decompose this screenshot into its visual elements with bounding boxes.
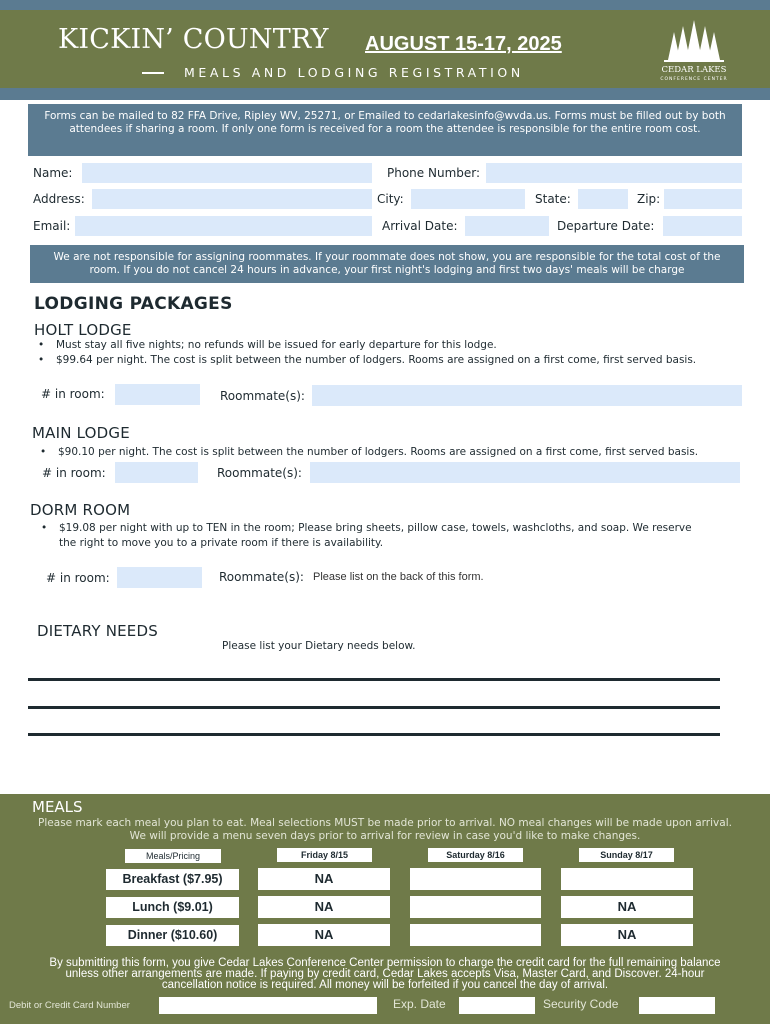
holt-bullet-price: • $99.64 per night. The cost is split between the number of lodgers. Rooms are assigned on a first come, first served basis.: [56, 354, 696, 366]
meal-cell-breakfast-saturday[interactable]: [410, 868, 541, 890]
dorm-in-room-label: # in room:: [46, 571, 110, 585]
security-code-label: Security Code: [543, 997, 619, 1011]
holt-bullet-stay: • Must stay all five nights; no refunds will be issued for early departure for this lodge.: [56, 339, 497, 351]
holt-roommates-field[interactable]: [312, 385, 742, 406]
meal-cell-lunch-saturday[interactable]: [410, 896, 541, 918]
exp-date-label: Exp. Date: [393, 997, 446, 1011]
dorm-bullet-price-line1: • $19.08 per night with up to TEN in the room; Please bring sheets, pillow case, towels, washcloths, and soap. We reserve: [59, 522, 692, 534]
meals-heading: MEALS: [32, 798, 83, 816]
name-label: Name:: [33, 166, 73, 180]
main-in-room-label: # in room:: [42, 466, 106, 480]
meal-cell-dinner-friday[interactable]: NA: [258, 924, 390, 946]
consent-line-1: By submitting this form, you give Cedar Lakes Conference Center permission to charge the credit card for the full remaining balance: [49, 957, 721, 969]
logo-tagline: CONFERENCE CENTER: [660, 77, 728, 82]
dietary-line-2[interactable]: [28, 706, 720, 709]
zip-label: Zip:: [637, 192, 661, 206]
state-label: State:: [535, 192, 571, 206]
city-field[interactable]: [411, 189, 525, 209]
dorm-in-room-field[interactable]: [117, 567, 202, 588]
security-code-field[interactable]: [639, 997, 715, 1014]
day-header-saturday: Saturday 8/16: [428, 848, 523, 862]
arrival-date-field[interactable]: [465, 216, 549, 236]
card-number-field[interactable]: [159, 997, 377, 1014]
dorm-room-heading: DORM ROOM: [30, 501, 131, 519]
main-lodge-heading: MAIN LODGE: [32, 424, 130, 442]
consent-line-3: cancellation notice is required. All money will be forfeited if you cancel the day of arrival.: [161, 979, 609, 991]
dorm-bullet-price-line2: the right to move you to a private room if there is availability.: [59, 537, 384, 549]
address-label: Address:: [33, 192, 85, 206]
holt-roommates-label: Roommate(s):: [220, 389, 305, 403]
main-roommates-label: Roommate(s):: [217, 466, 302, 480]
header-bottom-bar: [0, 88, 770, 100]
dietary-needs-heading: DIETARY NEEDS: [37, 622, 158, 640]
form-subtitle: MEALS AND LODGING REGISTRATION: [184, 65, 524, 80]
main-bullet-price: • $90.10 per night. The cost is split between the number of lodgers. Rooms are assigned on a first come, first served basis.: [58, 446, 698, 458]
departure-date-field[interactable]: [663, 216, 742, 236]
main-in-room-field[interactable]: [115, 462, 198, 483]
name-field[interactable]: [82, 163, 372, 183]
dorm-roommates-label: Roommate(s):: [219, 570, 304, 584]
logo-wordmark: CEDAR LAKES: [661, 65, 727, 75]
meal-label-dinner: Dinner ($10.60): [106, 925, 239, 946]
holt-in-room-label: # in room:: [41, 387, 105, 401]
dietary-instruction: Please list your Dietary needs below.: [222, 640, 416, 652]
phone-field[interactable]: [486, 163, 742, 183]
meal-cell-dinner-sunday[interactable]: NA: [561, 924, 693, 946]
meal-label-lunch: Lunch ($9.01): [106, 897, 239, 918]
meal-label-breakfast: Breakfast ($7.95): [106, 869, 239, 890]
payment-consent-text: [0, 958, 770, 991]
meal-cell-lunch-friday[interactable]: NA: [258, 896, 390, 918]
subtitle-dash: [142, 72, 164, 74]
holt-in-room-field[interactable]: [115, 384, 200, 405]
meal-cell-breakfast-sunday[interactable]: [561, 868, 693, 890]
email-field[interactable]: [75, 216, 372, 236]
address-field[interactable]: [92, 189, 372, 209]
email-label: Email:: [33, 219, 71, 233]
departure-date-label: Departure Date:: [557, 219, 655, 233]
day-header-sunday: Sunday 8/17: [579, 848, 674, 862]
meals-note-line1: Please mark each meal you plan to eat. Meal selections MUST be made prior to arrival. NO meal changes will be made upon arrival.: [38, 817, 732, 829]
state-field[interactable]: [578, 189, 628, 209]
dorm-roommates-note: Please list on the back of this form.: [313, 571, 484, 583]
arrival-date-label: Arrival Date:: [382, 219, 458, 233]
meal-cell-breakfast-friday[interactable]: NA: [258, 868, 390, 890]
meal-cell-lunch-sunday[interactable]: NA: [561, 896, 693, 918]
meals-pricing-tag: Meals/Pricing: [125, 849, 221, 863]
main-roommates-field[interactable]: [310, 462, 740, 483]
exp-date-field[interactable]: [459, 997, 535, 1014]
dietary-line-3[interactable]: [28, 733, 720, 736]
lodging-heading: LODGING PACKAGES: [34, 294, 233, 314]
event-title: KICKIN’ COUNTRY: [58, 24, 329, 55]
card-number-label: Debit or Credit Card Number: [9, 1000, 130, 1011]
meal-cell-dinner-saturday[interactable]: [410, 924, 541, 946]
holt-lodge-heading: HOLT LODGE: [34, 321, 132, 339]
submission-notice: Forms can be mailed to 82 FFA Drive, Ripley WV, 25271, or Emailed to cedarlakesinfo@wvda.us. Forms must be filled out by both attendees if sharing a room. If only one form is received for a room the attendee is responsible for the entire room cost.: [28, 104, 742, 156]
header-top-bar: [0, 0, 770, 10]
dietary-line-1[interactable]: [28, 678, 720, 681]
phone-label: Phone Number:: [387, 166, 481, 180]
meals-note-line2: We will provide a menu seven days prior to arrival for review in case you'd like to make changes.: [129, 830, 641, 842]
zip-field[interactable]: [664, 189, 742, 209]
day-header-friday: Friday 8/15: [277, 848, 372, 862]
event-dates: AUGUST 15-17, 2025: [365, 33, 562, 55]
city-label: City:: [377, 192, 404, 206]
roommate-policy-notice: We are not responsible for assigning roommates. If your roommate does not show, you are responsible for the total cost of the room. If you do not cancel 24 hours in advance, your first night's lodging and first two days' meals will be charge: [30, 245, 744, 283]
consent-line-2: unless other arrangements are made. If paying by credit card, Cedar Lakes accepts Visa, Master Card, and Discover. 24-hour: [65, 968, 705, 980]
